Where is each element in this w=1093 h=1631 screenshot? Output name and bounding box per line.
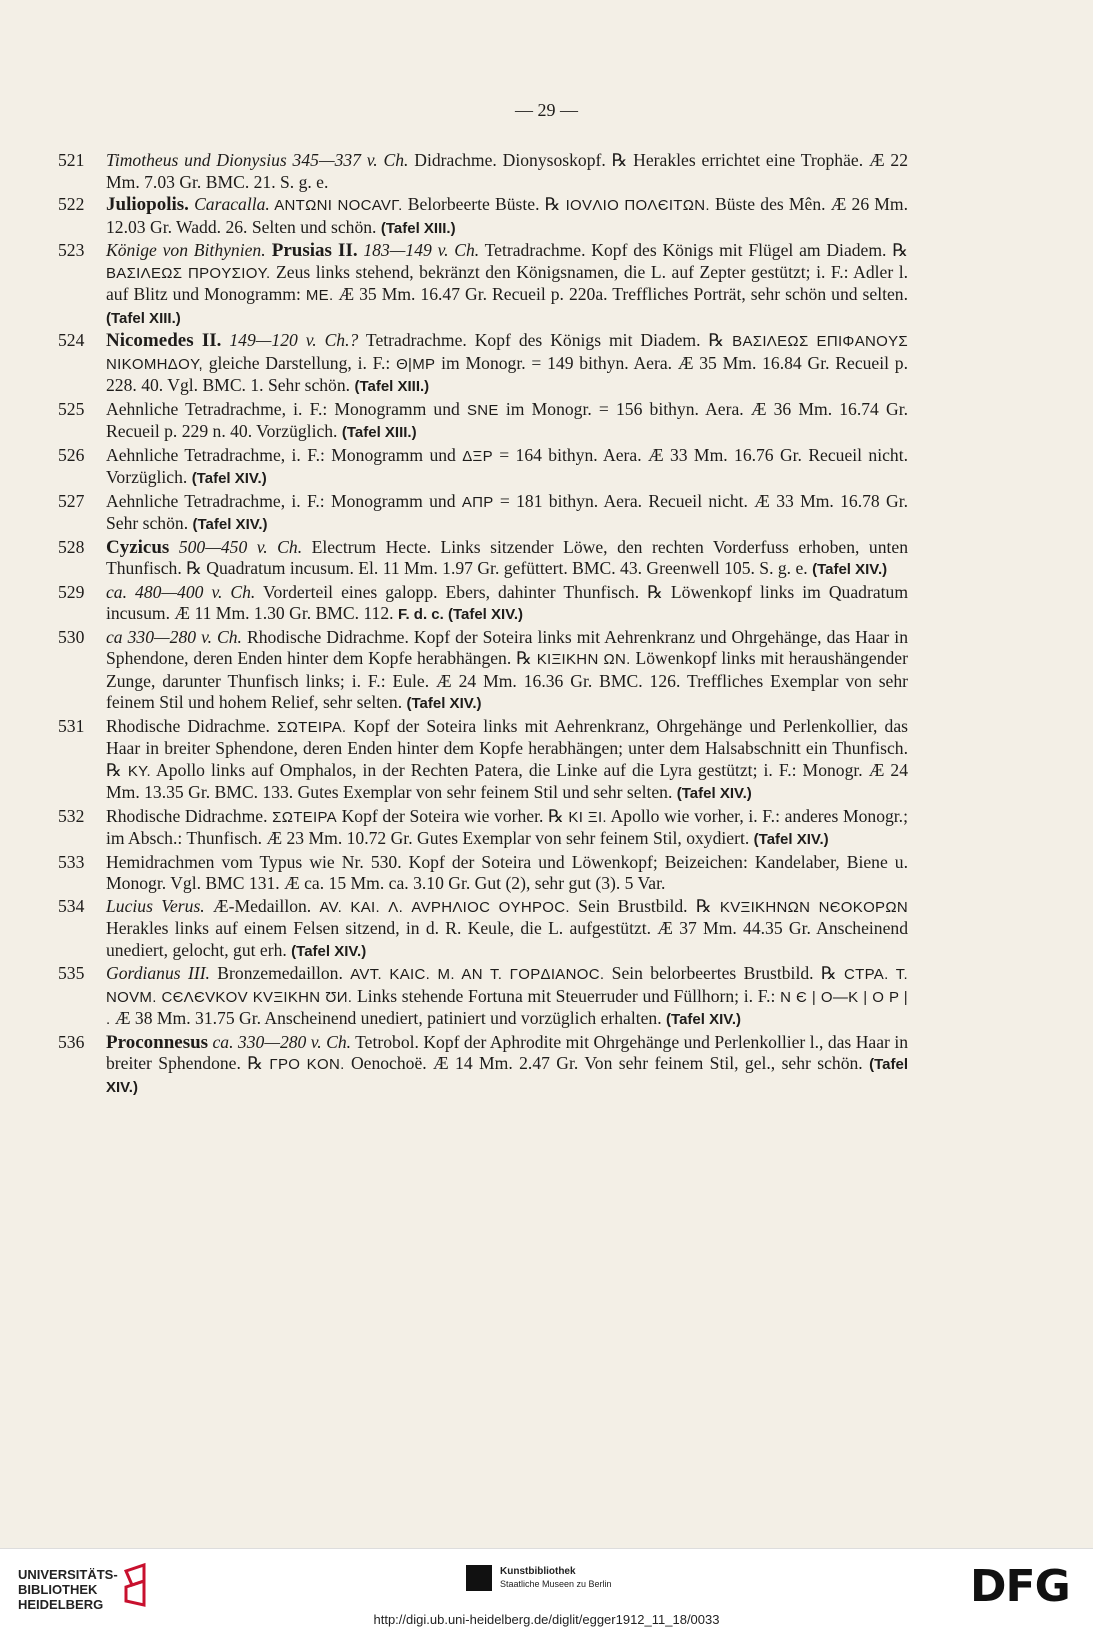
entry-text-part: (Tafel XIV.) xyxy=(676,785,752,802)
entry-text xyxy=(106,896,908,963)
entry-text-part: Könige von Bithynien. xyxy=(106,240,266,260)
entry-text-part: Proconnesus xyxy=(106,1031,209,1053)
catalog-entry xyxy=(58,537,908,581)
entry-text-part: Æ 38 Mm. 31.75 Gr. Anscheinend unediert, patiniert und vorzüglich erhalten. xyxy=(110,1008,667,1028)
entry-text-part: (Tafel XIV.) xyxy=(191,470,267,487)
entry-text xyxy=(106,399,908,444)
kunstbibliothek-logo-icon xyxy=(466,1565,492,1591)
entry-text-part: ΔΞP xyxy=(462,447,493,465)
entry-text-part: N Є | O—K | O P | . xyxy=(106,988,908,1028)
uni-line-2: BIBLIOTHEK xyxy=(18,1582,98,1597)
entry-text-part: (Tafel XIV.) xyxy=(291,942,367,960)
catalog-entry xyxy=(58,806,908,851)
catalog-entries xyxy=(58,150,908,1099)
entry-text-part: (Tafel XIV.) xyxy=(192,516,268,533)
entry-text-part: (Tafel XIII.) xyxy=(380,219,456,237)
entry-text-part: (Tafel XIV.) xyxy=(812,561,888,578)
entry-number: 527 xyxy=(58,490,85,511)
entry-text-part: Æ 35 Mm. 16.47 Gr. Recueil p. 220a. Treffliches Porträt, sehr schön und selten. xyxy=(333,284,908,304)
entry-text-part: Links stehende Fortuna mit Steuerruder und Füllhorn; i. F.: xyxy=(352,985,781,1006)
entry-text-part: Tetradrachme. Kopf des Königs mit Diadem. ℞ xyxy=(358,330,733,350)
entry-text-part: Caracalla. xyxy=(188,194,270,214)
entry-text-part: CTPA. T. NOVM. CЄΛЄVKOV KVΞIKHN ƱИ. xyxy=(106,966,908,1006)
entry-text xyxy=(106,963,908,1031)
entry-text xyxy=(106,491,908,536)
entry-number: 522 xyxy=(58,194,85,214)
entry-number: 535 xyxy=(58,963,85,983)
dfg-logo[interactable]: DFG xyxy=(970,1561,1070,1612)
catalog-entry xyxy=(58,240,908,329)
entry-text-part: Rhodische Didrachme. xyxy=(106,715,278,736)
entry-text-part: Belorbeerte Büste. ℞ xyxy=(402,194,566,214)
entry-text-part: AV. KAI. Λ. AVPHΛIOC OYHPOC. xyxy=(319,898,570,916)
entry-text-part: Herakles links auf einem Felsen sitzend, in d. R. Keule, die L. aufgestützt. Æ 37 Mm. 44.35 Gr. Anscheinend unediert, gelocht, gut erh. xyxy=(106,918,908,960)
entry-text-part: Θ|MP xyxy=(396,355,436,373)
entry-text-part: Oenochoë. Æ 14 Mm. 2.47 Gr. Von sehr feinem Stil, gel., sehr schön. xyxy=(344,1053,870,1073)
entry-text-part: Electrum Hecte. Links sitzender Löwe, den rechten Vorderfuss erhoben, unten Thunfisch. ℞ Quadratum incusum. El. 11 Mm. 1.97 Gr. gefüttert. BMC. 43. Greenwell 105. S. g. e. xyxy=(106,536,908,578)
entry-text-part: Didrachme. Dionysoskopf. ℞ Herakles errichtet eine Trophäe. Æ 22 Mm. 7.03 Gr. BMC. 21. S. g. e. xyxy=(106,150,908,192)
entry-text-part: (Tafel XIV.) xyxy=(666,1011,742,1028)
entry-text-part: Nicomedes II. xyxy=(106,330,222,351)
page-number: — 29 — xyxy=(515,100,578,120)
entry-text xyxy=(106,150,908,193)
entry-number: 528 xyxy=(58,536,85,557)
entry-text-part: Kopf der Soteira wie vorher. ℞ xyxy=(336,805,569,826)
entry-number: 526 xyxy=(58,444,85,465)
entry-text-part: Sein belorbeertes Brustbild. ℞ xyxy=(604,963,845,983)
footer-bar xyxy=(0,1548,1093,1631)
catalog-entry xyxy=(58,1032,908,1099)
entry-text-part: KY. xyxy=(127,762,151,780)
uni-line-1: UNIVERSITÄTS- xyxy=(18,1567,118,1582)
entry-text-part: 149—120 v. Ch.? xyxy=(221,330,359,350)
entry-text-part: KVΞIKHNΩN NЄOKOPΩN xyxy=(719,898,908,916)
entry-text-part: Aehnliche Tetradrachme, i. F.: Monogramm und xyxy=(106,490,462,511)
catalog-entry xyxy=(58,582,908,626)
entry-number: 530 xyxy=(58,626,85,647)
entry-number: 536 xyxy=(58,1031,85,1052)
entry-text-part: (Tafel XIII.) xyxy=(354,378,430,395)
entry-text xyxy=(106,330,908,398)
entry-text-part: im Monogr. = 149 bithyn. Aera. Æ 35 Mm. 16.84 Gr. Recueil p. 228. 40. Vgl. BMC. 1. Sehr schön. xyxy=(106,352,908,395)
entry-text-part: Rhodische Didrachme. xyxy=(106,805,273,826)
entry-text-part: Apollo links auf Omphalos, in der Rechten Patera, die Linke auf die Lyra gestützt; i. F.: Monogr. Æ 24 Mm. 13.35 Gr. BMC. 133. Gutes Exemplar von sehr feinem Stil und sehr selten. xyxy=(106,759,909,802)
entry-text xyxy=(106,582,908,626)
entry-text-part: ANTΩNI NOCAVΓ. xyxy=(269,197,403,214)
source-url[interactable]: http://digi.ub.uni-heidelberg.de/diglit/egger1912_11_18/0033 xyxy=(373,1612,720,1627)
entry-text-part: Timotheus und Dionysius 345—337 v. Ch. xyxy=(106,150,409,170)
catalog-entry xyxy=(58,963,908,1031)
entry-text-part: ME. xyxy=(305,287,334,304)
entry-text-part: (Tafel XIV.) xyxy=(406,695,482,712)
entry-text-part: ΓPO KON. xyxy=(269,1056,345,1073)
entry-text-part: Aehnliche Tetradrachme, i. F.: Monogramm und xyxy=(106,444,463,465)
catalog-entry xyxy=(58,399,908,444)
entry-text xyxy=(106,1032,908,1099)
entry-text xyxy=(106,716,908,805)
entry-text-part: (Tafel XIV.) xyxy=(106,1056,908,1096)
entry-number: 521 xyxy=(58,150,85,170)
entry-text-part: Kopf der Soteira links mit Aehrenkranz, Ohrgehänge und Perlenkollier, das Haar in breiter Sphendone, deren Enden hinter dem Kopfe herabhängen; unter dem Halsabschnitt ein Thunfisch. ℞ xyxy=(106,715,908,780)
entry-text-part: Rhodische Didrachme. Kopf der Soteira links mit Aehrenkranz und Ohrgehänge, das Haar in Sphendone, deren Enden hinter dem Kopfe herabhängen. ℞ xyxy=(106,626,908,668)
entry-text-part: im Monogr. = 156 bithyn. Aera. Æ 36 Mm. 16.74 Gr. Recueil p. 229 n. 40. Vorzüglich. xyxy=(106,398,908,441)
university-library-label[interactable] xyxy=(18,1567,118,1612)
entry-text-part: Zeus links stehend, bekränzt den Königsnamen, die L. auf Zepter gestützt; i. F.: Adler l. auf Blitz und Monogramm: xyxy=(106,261,908,304)
entry-text-part: 500—450 v. Ch. xyxy=(169,536,303,557)
entry-text-part: Aehnliche Tetradrachme, i. F.: Monogramm und xyxy=(106,398,467,419)
entry-text-part: Bronzemedaillon. xyxy=(209,963,351,983)
entry-text-part: Löwenkopf links mit heraushängender Zunge, darunter Thunfisch links; i. F.: Eule. Æ 24 Mm. 16.36 Gr. BMC. 126. Treffliches Exemplar von sehr feinem Stil und hohem Relief, sehr selten. xyxy=(106,648,908,712)
entry-number: 524 xyxy=(58,330,85,350)
entry-text-part: (Tafel XIII.) xyxy=(341,424,417,441)
catalog-entry xyxy=(58,716,908,805)
entry-text-part: Gordianus III. xyxy=(106,963,210,983)
entry-text-part: ca. 330—280 v. Ch. xyxy=(208,1031,352,1052)
entry-text-part: Tetradrachme. Kopf des Königs mit Flügel am Diadem. ℞ xyxy=(479,240,908,260)
entry-text-part: (Tafel XIII.) xyxy=(106,309,181,327)
entry-text-part: ΣΩTEIPA xyxy=(272,808,337,826)
entry-number: 529 xyxy=(58,581,85,602)
entry-text-part: F. d. c. (Tafel XIV.) xyxy=(397,606,523,623)
entry-text-part: Büste des Mên. Æ 26 Mm. 12.03 Gr. Wadd. 26. Selten und schön. xyxy=(106,194,909,237)
entry-text-part: gleiche Darstellung, i. F.: xyxy=(202,352,397,373)
entry-text-part: SNE xyxy=(466,401,499,419)
entry-text-part: AVT. KAIC. M. AN T. ΓOPΔIANOC. xyxy=(350,966,605,983)
kb-line-2: Staatliche Museen zu Berlin xyxy=(500,1579,612,1589)
catalog-entry xyxy=(58,627,908,715)
entry-text-part: = 164 bithyn. Aera. Æ 33 Mm. 16.76 Gr. Recueil nicht. Vorzüglich. xyxy=(106,444,908,487)
entry-number: 533 xyxy=(58,851,85,872)
entry-text-part: Vorderteil eines galopp. Ebers, dahinter Thunfisch. ℞ Löwenkopf links im Quadratum incusum. Æ 11 Mm. 1.30 Gr. BMC. 112. xyxy=(106,581,909,623)
entry-text-part: BAΣIΛEΩΣ ΠPOYΣIOY. xyxy=(106,264,271,282)
entry-text-part: Cyzicus xyxy=(106,536,170,558)
entry-text xyxy=(106,537,908,581)
catalog-entry xyxy=(58,896,908,963)
entry-text xyxy=(106,194,908,239)
entry-text-part: KI ΞI. xyxy=(568,808,607,826)
entry-text-part: ca. 480—400 v. Ch. xyxy=(106,581,256,602)
catalog-entry xyxy=(58,852,908,895)
entry-number: 534 xyxy=(58,895,85,916)
entry-text-part: Juliopolis. xyxy=(106,194,189,215)
entry-text-part: IOVΛIO ΠOΛЄITΩN. xyxy=(565,197,710,214)
catalog-entry xyxy=(58,150,908,193)
kb-line-1: Kunstbibliothek xyxy=(500,1566,576,1577)
entry-text-part: AΠP xyxy=(461,493,494,511)
entry-text-part: Sein Brustbild. ℞ xyxy=(569,895,720,916)
entry-number: 523 xyxy=(58,240,85,260)
catalog-entry xyxy=(58,194,908,239)
entry-text-part: (Tafel XIV.) xyxy=(753,831,829,848)
entry-text xyxy=(106,852,908,895)
entry-number: 525 xyxy=(58,398,85,419)
entry-text-part: KIΞIKHN ΩN. xyxy=(536,651,631,668)
kunstbibliothek-label[interactable] xyxy=(500,1565,612,1590)
entry-text-part: Æ-Medaillon. xyxy=(204,895,320,916)
entry-number: 531 xyxy=(58,715,85,736)
entry-text xyxy=(106,445,908,490)
entry-text xyxy=(106,806,908,851)
entry-text-part: Hemidrachmen vom Typus wie Nr. 530. Kopf der Soteira und Löwenkopf; Beizeichen: Kandelaber, Biene u. Monogr. Vgl. BMC 131. Æ ca. 15 Mm. ca. 3.10 Gr. Gut (2), sehr gut (3). 5 Var. xyxy=(106,851,908,893)
entry-text xyxy=(106,240,908,329)
entry-text-part: Lucius Verus. xyxy=(106,895,205,916)
uni-line-3: HEIDELBERG xyxy=(18,1597,104,1612)
entry-text-part: 183—149 v. Ch. xyxy=(357,240,480,260)
entry-text-part: ca 330—280 v. Ch. xyxy=(106,626,242,647)
entry-number: 532 xyxy=(58,805,85,826)
entry-text-part: Prusias II. xyxy=(265,240,358,261)
entry-text-part: Tetrobol. Kopf der Aphrodite mit Ohrgehänge und Perlenkollier l., das Haar in breiter Sphendone. ℞ xyxy=(106,1031,909,1073)
entry-text-part: Apollo wie vorher, i. F.: anderes Monogr.; im Absch.: Thunfisch. Æ 23 Mm. 10.72 Gr. Gutes Exemplar von sehr feinem Stil, oxydiert. xyxy=(106,805,908,848)
heidelberg-logo-icon xyxy=(118,1561,152,1609)
catalog-entry xyxy=(58,491,908,536)
entry-text xyxy=(106,627,908,715)
catalog-entry xyxy=(58,330,908,398)
entry-text-part: BAΣIΛEΩΣ EΠIΦANOYΣ NIKOMHΔOY, xyxy=(106,333,908,373)
catalog-entry xyxy=(58,445,908,490)
entry-text-part: = 181 bithyn. Aera. Recueil nicht. Æ 33 Mm. 16.78 Gr. Sehr schön. xyxy=(106,490,908,533)
entry-text-part: ΣΩTEIPA. xyxy=(277,718,347,736)
